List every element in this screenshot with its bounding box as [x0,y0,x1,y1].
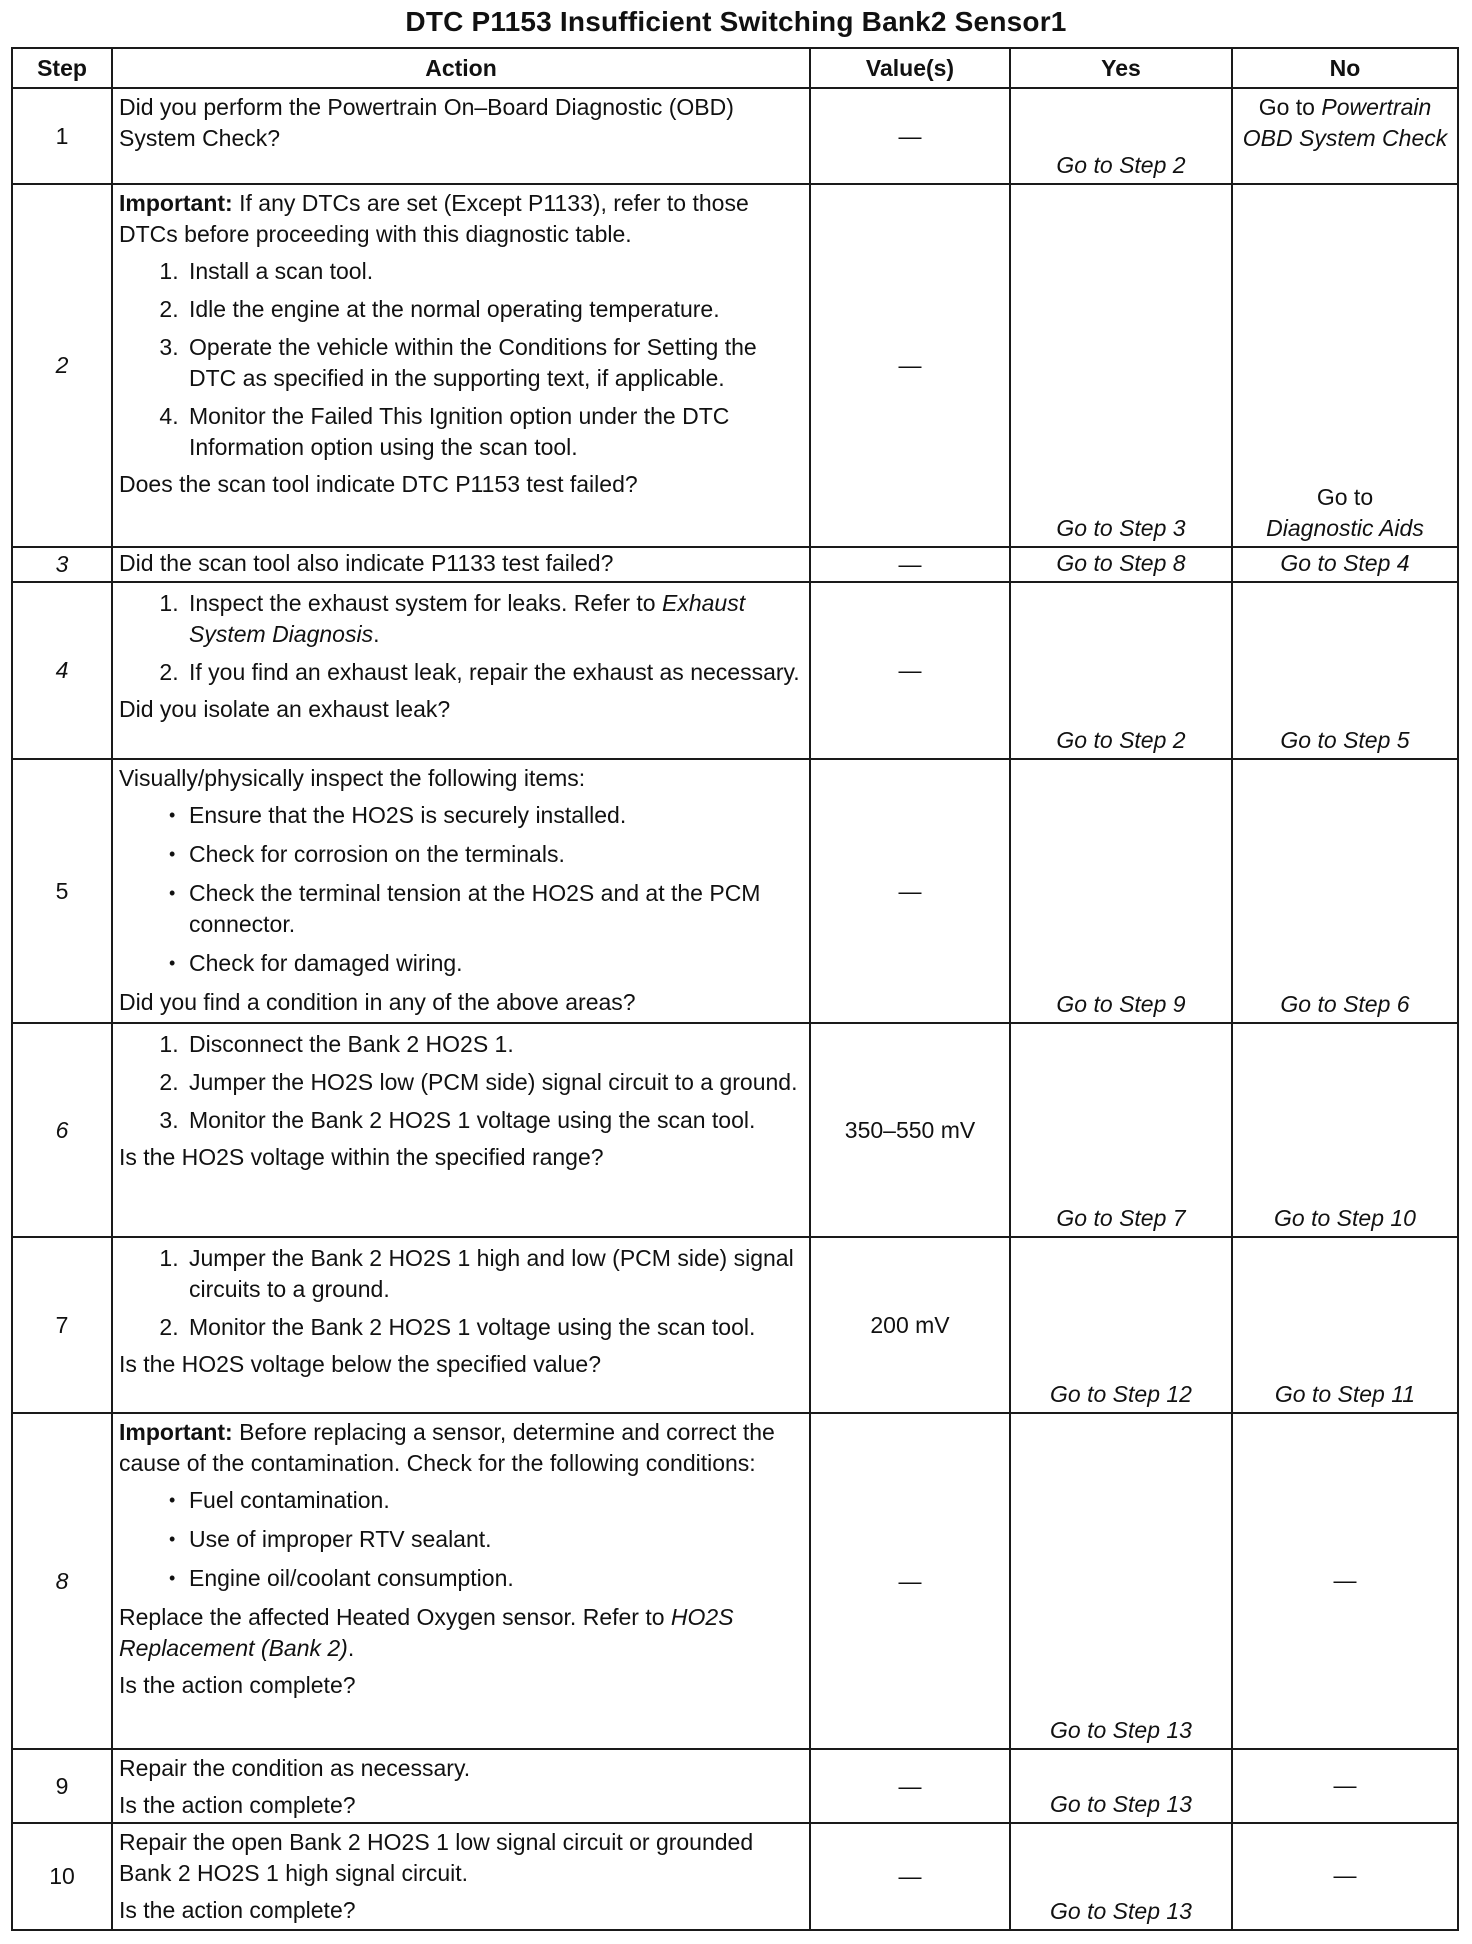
list-item: 2. If you find an exhaust leak, repair the exhaust as necessary. [185,657,803,688]
question: Does the scan tool indicate DTC P1153 test failed? [119,471,638,497]
no-cell [1232,184,1458,547]
list-item: 1. Jumper the Bank 2 HO2S 1 high and low (PCM side) signal circuits to a ground. [185,1243,803,1305]
step-number: 7 [12,1237,112,1413]
list-item: • Check for damaged wiring. [189,948,803,979]
yes-cell: Go to Step 13 [1010,1749,1232,1823]
inspection-list [119,800,803,979]
table-row [12,1749,1458,1823]
value-cell: — [810,1413,1010,1749]
procedure-list [119,588,803,688]
list-item: • Engine oil/coolant consumption. [189,1563,803,1594]
action-cell [112,1749,810,1823]
column-header-values: Value(s) [810,48,1010,88]
yes-cell: Go to Step 13 [1010,1823,1232,1930]
value-cell: — [810,88,1010,184]
important-note [119,188,803,250]
no-text: Go to Step 4 [1280,550,1410,576]
no-reference: Powertrain OBD System Check [1242,94,1448,151]
action-text: Repair the open Bank 2 HO2S 1 low signal circuit or grounded Bank 2 HO2S 1 high signal circuit. [119,1829,754,1886]
action-cell [112,184,810,547]
question: Did you isolate an exhaust leak? [119,696,451,722]
important-text: Before replacing a sensor, determine and correct the cause of the contamination. Check for the following conditions: [119,1419,775,1476]
replace-text: Replace the affected Heated Oxygen sensor. Refer to [119,1604,665,1630]
question: Is the action complete? [119,1792,356,1818]
step-number: 4 [12,582,112,759]
no-cell [1232,88,1458,184]
question: Did the scan tool also indicate P1133 test failed? [119,550,614,576]
no-text: Go to Step 6 [1280,991,1410,1017]
no-cell: — [1232,1749,1458,1823]
question: Is the action complete? [119,1897,356,1923]
no-reference: Diagnostic Aids [1266,515,1424,541]
value-cell: — [810,547,1010,582]
diagnostic-table [11,47,1459,1931]
important-label: Important: [119,190,233,216]
value-cell: 200 mV [810,1237,1010,1413]
list-item [185,588,803,650]
table-row [12,1823,1458,1930]
action-cell [112,1023,810,1237]
yes-cell: Go to Step 8 [1010,547,1232,582]
no-cell [1232,1237,1458,1413]
action-text: Repair the condition as necessary. [119,1755,471,1781]
no-text: Go to Step 5 [1280,727,1410,753]
table-row [12,582,1458,759]
action-cell [112,1237,810,1413]
action-cell [112,759,810,1023]
important-note [119,1417,803,1479]
replace-reference: HO2S Replacement (Bank 2) [119,1604,734,1661]
value-cell: — [810,1749,1010,1823]
no-cell [1232,759,1458,1023]
step-number: 8 [12,1413,112,1749]
step-number: 5 [12,759,112,1023]
list-item: 3. Operate the vehicle within the Conditions for Setting the DTC as specified in the supporting text, if applicable. [185,332,803,394]
no-cell [1232,582,1458,759]
item-text: Inspect the exhaust system for leaks. Refer to [189,590,656,616]
action-cell [112,547,810,582]
conditions-list [119,1485,803,1594]
action-text: Did you perform the Powertrain On–Board Diagnostic (OBD) System Check? [119,94,734,151]
yes-cell: Go to Step 13 [1010,1413,1232,1749]
question: Is the HO2S voltage within the specified range? [119,1144,604,1170]
no-prefix: Go to [1258,94,1315,120]
action-cell [112,88,810,184]
no-cell [1232,1023,1458,1237]
page-title: DTC P1153 Insufficient Switching Bank2 Sensor1 [405,6,1067,37]
list-item: • Check the terminal tension at the HO2S and at the PCM connector. [189,878,803,940]
item-reference: Exhaust System Diagnosis [189,590,746,647]
list-item: 1. Install a scan tool. [185,256,803,287]
yes-cell: Go to Step 2 [1010,582,1232,759]
yes-cell: Go to Step 2 [1010,88,1232,184]
column-header-action: Action [112,48,810,88]
list-item: 3. Monitor the Bank 2 HO2S 1 voltage using the scan tool. [185,1105,803,1136]
yes-cell: Go to Step 12 [1010,1237,1232,1413]
list-item: • Ensure that the HO2S is securely installed. [189,800,803,831]
list-item: 4. Monitor the Failed This Ignition option under the DTC Information option using the scan tool. [185,401,803,463]
procedure-list [119,1029,803,1136]
table-header-row [12,48,1458,88]
table-row [12,547,1458,582]
item-end: . [373,621,380,647]
list-item: 2. Monitor the Bank 2 HO2S 1 voltage using the scan tool. [185,1312,803,1343]
table-row [12,1237,1458,1413]
step-number: 1 [12,88,112,184]
no-cell: — [1232,1413,1458,1749]
step-number: 2 [12,184,112,547]
no-text: Go to Step 10 [1274,1205,1416,1231]
table-row [12,1413,1458,1749]
list-item: • Fuel contamination. [189,1485,803,1516]
question: Is the action complete? [119,1672,356,1698]
yes-cell: Go to Step 3 [1010,184,1232,547]
list-item: • Check for corrosion on the terminals. [189,839,803,870]
no-cell: — [1232,1823,1458,1930]
value-cell: — [810,184,1010,547]
column-header-no: No [1232,48,1458,88]
important-label: Important: [119,1419,233,1445]
action-cell [112,1823,810,1930]
table-row [12,1023,1458,1237]
yes-cell: Go to Step 7 [1010,1023,1232,1237]
value-cell: 350–550 mV [810,1023,1010,1237]
procedure-list [119,256,803,463]
intro-text: Visually/physically inspect the following items: [119,765,586,791]
question: Did you find a condition in any of the above areas? [119,989,636,1015]
column-header-yes: Yes [1010,48,1232,88]
step-number: 10 [12,1823,112,1930]
no-prefix: Go to [1316,484,1374,510]
procedure-list [119,1243,803,1343]
action-cell [112,582,810,759]
table-row [12,88,1458,184]
table-row [12,759,1458,1023]
table-row [12,184,1458,547]
list-item: 2. Idle the engine at the normal operating temperature. [185,294,803,325]
step-number: 3 [12,547,112,582]
value-cell: — [810,759,1010,1023]
action-cell [112,1413,810,1749]
list-item: 1. Disconnect the Bank 2 HO2S 1. [185,1029,803,1060]
list-item: • Use of improper RTV sealant. [189,1524,803,1555]
column-header-step: Step [12,48,112,88]
no-cell [1232,547,1458,582]
replace-end: . [347,1635,355,1661]
question: Is the HO2S voltage below the specified value? [119,1351,602,1377]
important-text: If any DTCs are set (Except P1133), refer to those DTCs before proceeding with this diagnostic table. [119,190,749,247]
yes-cell: Go to Step 9 [1010,759,1232,1023]
no-text: Go to Step 11 [1274,1381,1416,1407]
replace-note [119,1602,803,1664]
value-cell: — [810,1823,1010,1930]
list-item: 2. Jumper the HO2S low (PCM side) signal circuit to a ground. [185,1067,803,1098]
value-cell: — [810,582,1010,759]
step-number: 6 [12,1023,112,1237]
step-number: 9 [12,1749,112,1823]
